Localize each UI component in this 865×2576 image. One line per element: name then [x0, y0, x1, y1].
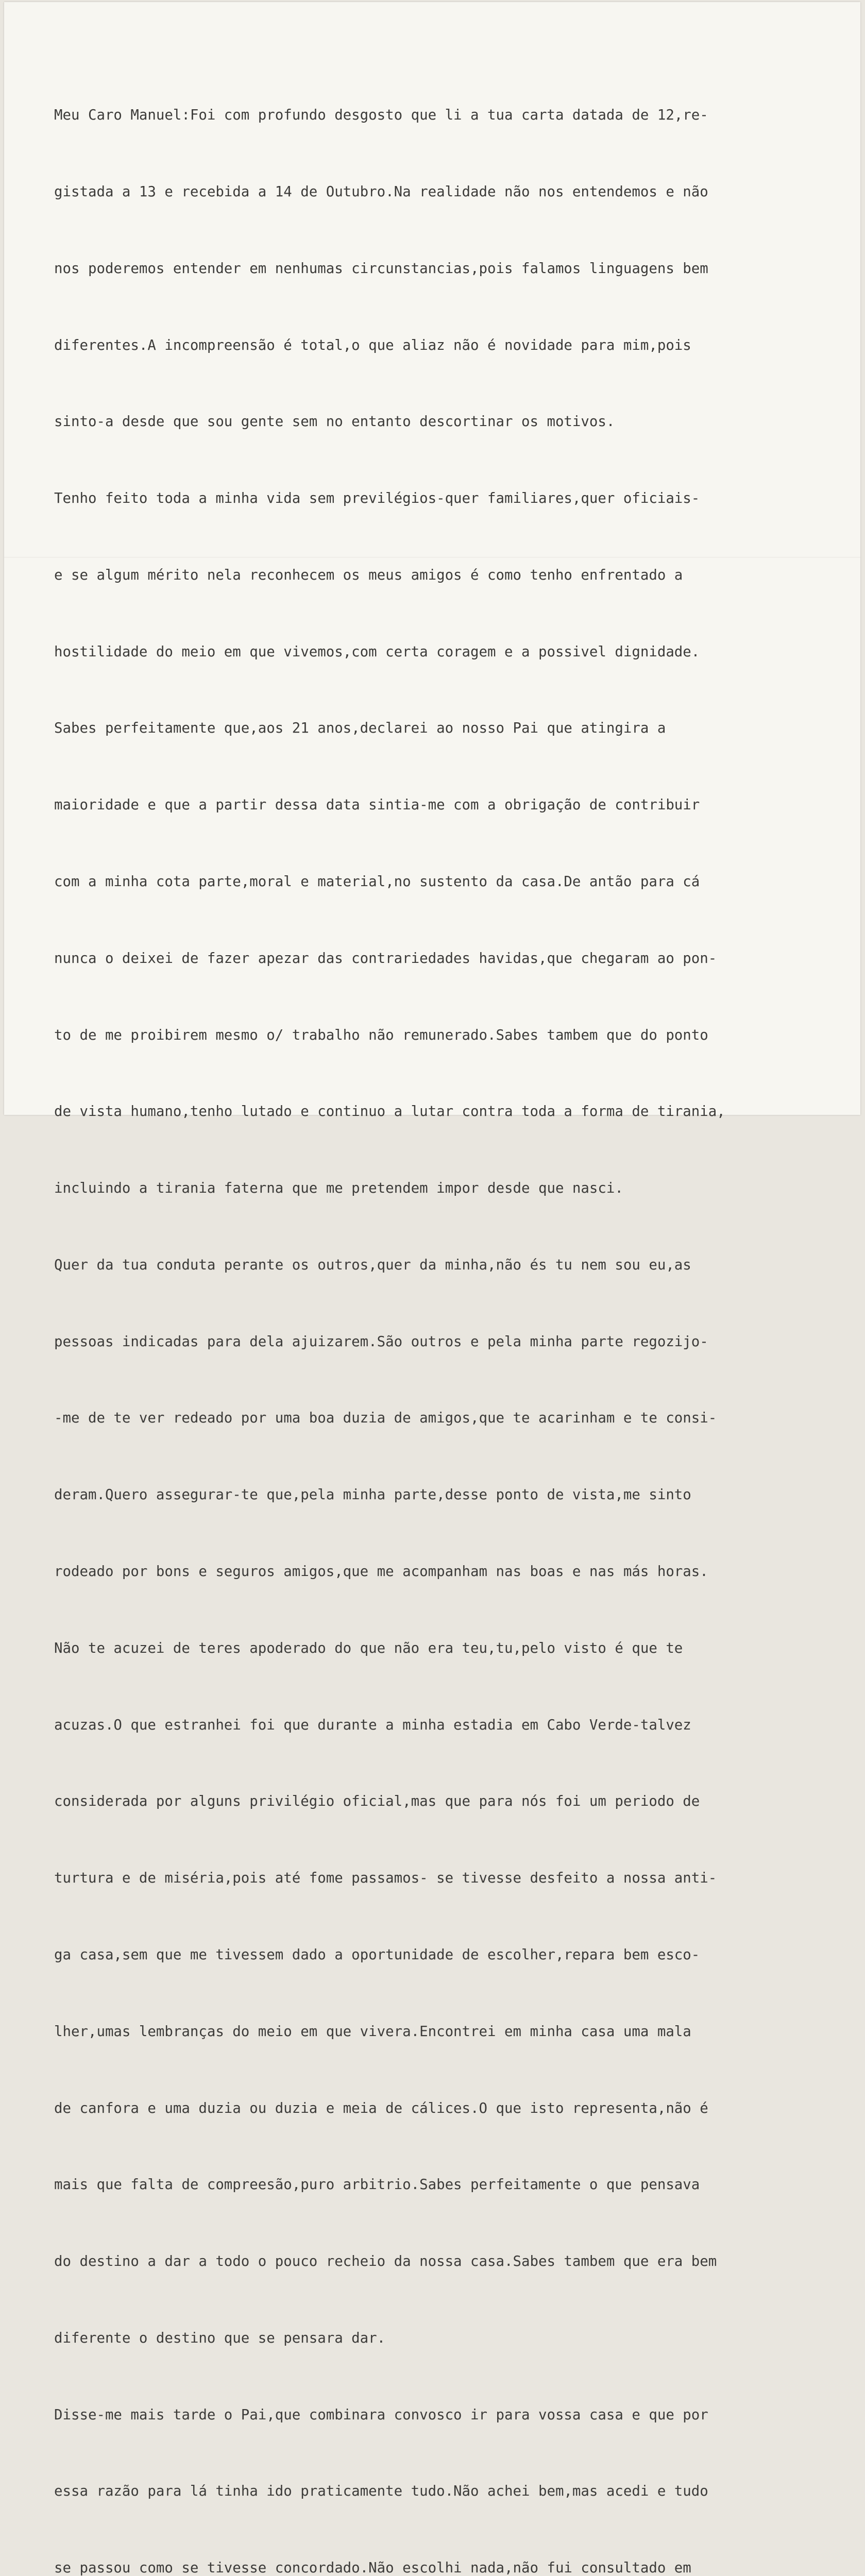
letter-line: turtura e de miséria,pois até fome passamos- se tivesse desfeito a nossa anti-	[54, 1870, 717, 1887]
letter-line: pessoas indicadas para dela ajuizarem.São outros e pela minha parte regozijo-	[54, 1333, 708, 1350]
letter-line: Quer da tua conduta perante os outros,quer da minha,não és tu nem sou eu,as	[54, 1257, 691, 1273]
letter-line: acuzas.O que estranhei foi que durante a minha estadia em Cabo Verde-talvez	[54, 1717, 691, 1733]
letter-line: se passou como se tivesse concordado.Não escolhi nada,não fui consultado em	[54, 2560, 691, 2576]
letter-line: considerada por alguns privilégio oficial,mas que para nós foi um periodo de	[54, 1793, 700, 1810]
letter-line: sinto-a desde que sou gente sem no entanto descortinar os motivos.	[54, 414, 615, 430]
letter-line: e se algum mérito nela reconhecem os meus amigos é como tenho enfrentado a	[54, 567, 683, 583]
letter-line: incluindo a tirania faterna que me pretendem impor desde que nasci.	[54, 1180, 623, 1197]
letter-line: Não te acuzei de teres apoderado do que não era teu,tu,pelo visto é que te	[54, 1640, 683, 1656]
letter-line: de vista humano,tenho lutado e continuo a lutar contra toda a forma de tirania,	[54, 1104, 725, 1120]
letter-line: Disse-me mais tarde o Pai,que combinara convosco ir para vossa casa e que por	[54, 2406, 708, 2423]
letter-line: gistada a 13 e recebida a 14 de Outubro.Na realidade não nos entendemos e não	[54, 183, 708, 200]
letter-line: deram.Quero assegurar-te que,pela minha parte,desse ponto de vista,me sinto	[54, 1487, 691, 1503]
letter-sheet	[4, 2, 860, 2576]
letter-line: Meu Caro Manuel:Foi com profundo desgosto que li a tua carta datada de 12,re-	[54, 107, 708, 124]
letter-line: ga casa,sem que me tivessem dado a oportunidade de escolher,repara bem esco-	[54, 1946, 700, 1963]
letter-line: to de me proibirem mesmo o/ trabalho não remunerado.Sabes tambem que do ponto	[54, 1027, 708, 1043]
letter-line: mais que falta de compreesão,puro arbitrio.Sabes perfeitamente o que pensava	[54, 2177, 700, 2193]
typewritten-letter-body	[54, 52, 858, 2576]
letter-line: -me de te ver redeado por uma boa duzia de amigos,que te acarinham e te consi-	[54, 1410, 717, 1427]
letter-line: rodeado por bons e seguros amigos,que me acompanham nas boas e nas más horas.	[54, 1564, 708, 1580]
letter-line: de canfora e uma duzia ou duzia e meia de cálices.O que isto representa,não é	[54, 2100, 708, 2116]
letter-line: nunca o deixei de fazer apezar das contrariedades havidas,que chegaram ao pon-	[54, 950, 717, 967]
letter-line: diferentes.A incompreensão é total,o que aliaz não é novidade para mim,pois	[54, 337, 691, 353]
letter-line: Tenho feito toda a minha vida sem previlégios-quer familiares,quer oficiais-	[54, 490, 700, 507]
letter-line: maioridade e que a partir dessa data sintia-me com a obrigação de contribuir	[54, 797, 700, 814]
letter-line: nos poderemos entender em nenhumas circunstancias,pois falamos linguagens bem	[54, 260, 708, 277]
letter-line: com a minha cota parte,moral e material,no sustento da casa.De antão para cá	[54, 874, 700, 890]
letter-line: do destino a dar a todo o pouco recheio da nossa casa.Sabes tambem que era bem	[54, 2253, 717, 2270]
letter-line: Sabes perfeitamente que,aos 21 anos,declarei ao nosso Pai que atingira a	[54, 720, 666, 737]
letter-line: hostilidade do meio em que vivemos,com certa coragem e a possivel dignidade.	[54, 643, 700, 660]
letter-line: lher,umas lembranças do meio em que vivera.Encontrei em minha casa uma mala	[54, 2023, 691, 2040]
letter-line: essa razão para lá tinha ido praticamente tudo.Não achei bem,mas acedi e tudo	[54, 2483, 708, 2500]
letter-line: diferente o destino que se pensara dar.	[54, 2330, 386, 2346]
